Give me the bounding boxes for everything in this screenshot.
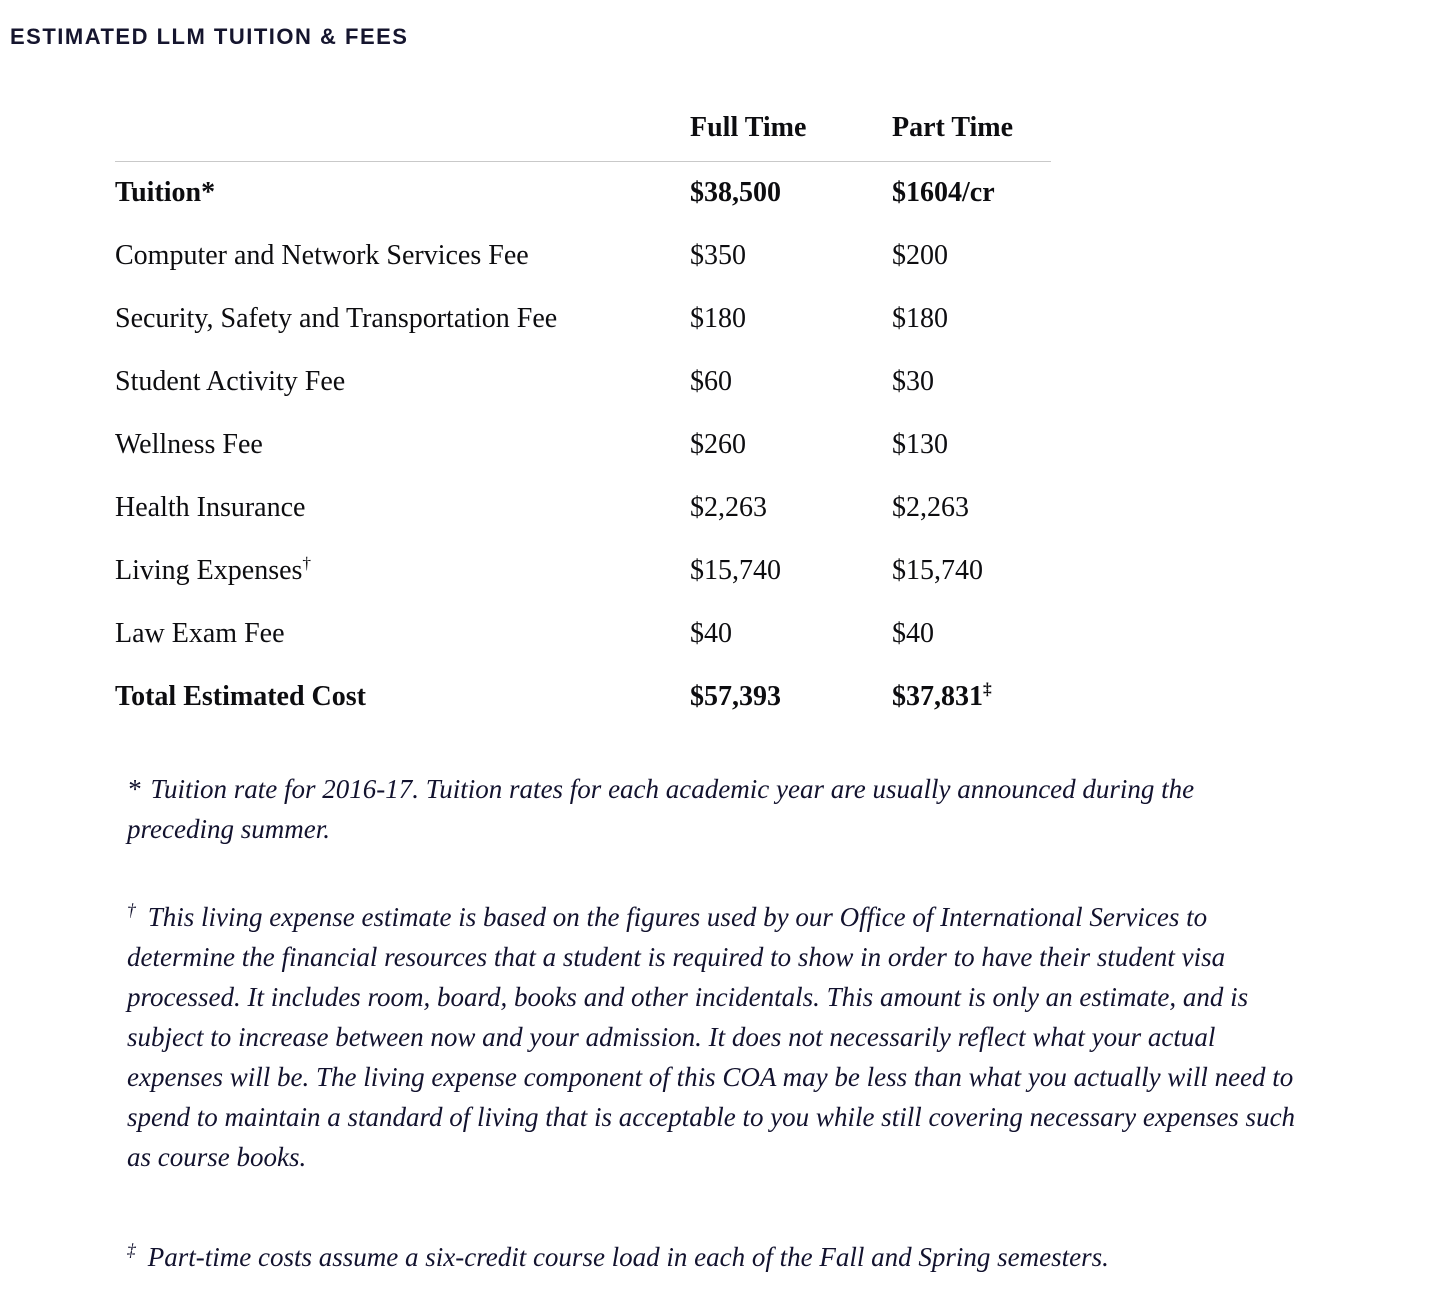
footnote-text: Part-time costs assume a six-credit course load in each of the Fall and Spring semesters.: [147, 1242, 1109, 1272]
fee-full-time-value: $2,263: [690, 492, 767, 523]
double-dagger-marker: ‡: [983, 679, 992, 699]
fee-label-text: Living Expenses: [115, 555, 303, 586]
table-row-security-safety: [115, 288, 1051, 351]
table-row-living-expenses: [115, 540, 1051, 603]
fee-label: [115, 414, 690, 477]
fee-label: [115, 351, 690, 414]
total-part-time-amount: $37,831: [892, 681, 983, 712]
footnotes-section: [127, 769, 1302, 1277]
fee-label: [115, 540, 690, 603]
header-full-time: Full Time: [690, 112, 892, 162]
table-row-health-insurance: [115, 477, 1051, 540]
footnote-text: Tuition rate for 2016-17. Tuition rates for each academic year are usually announced during the preceding summer.: [127, 774, 1195, 844]
table-row-computer-network: [115, 225, 1051, 288]
fee-part-time-value: $180: [892, 303, 948, 334]
fee-full-time-value: $350: [690, 240, 746, 271]
table-header-row: [115, 112, 1051, 162]
fee-label: [115, 477, 690, 540]
fee-label-text: Tuition: [115, 177, 202, 208]
fee-label-text: Student Activity Fee: [115, 366, 346, 397]
fee-part-time-value: $15,740: [892, 555, 983, 586]
fee-part-time-value: $130: [892, 429, 948, 460]
dagger-marker: †: [127, 900, 136, 920]
table-row-student-activity: [115, 351, 1051, 414]
footnote-text: This living expense estimate is based on the figures used by our Office of International Services to determine the financial resources that a student is required to show in order to have their student visa processed. It includes room, board, books and other incidentals. This amount is only an estimate, and is subject to increase between now and your admission. It does not necessarily reflect what your actual expenses will be. The living expense component of this COA may be less than what you actually will need to spend to maintain a standard of living that is acceptable to you while still covering necessary expenses such as course books.: [127, 902, 1296, 1172]
fee-full-time-value: $40: [690, 618, 732, 649]
double-dagger-marker: ‡: [127, 1240, 136, 1260]
header-empty: [115, 112, 690, 162]
fee-full-time-value: $180: [690, 303, 746, 334]
asterisk-marker: *: [127, 774, 141, 804]
fee-part-time-value: $30: [892, 366, 934, 397]
fee-label: [115, 162, 690, 226]
fee-label-text: Law Exam Fee: [115, 618, 285, 649]
fee-label: [115, 603, 690, 666]
fee-full-time-value: $260: [690, 429, 746, 460]
fee-part-time-value: $1604/cr: [892, 177, 995, 208]
footnote-part-time: [127, 1237, 1302, 1277]
fee-full-time-value: $15,740: [690, 555, 781, 586]
fee-part-time-value: $40: [892, 618, 934, 649]
fee-full-time-value: $60: [690, 366, 732, 397]
fee-label-text: Wellness Fee: [115, 429, 263, 460]
fee-label-text: Health Insurance: [115, 492, 306, 523]
header-part-time: Part Time: [892, 112, 1051, 162]
footnote-living-expenses: [127, 897, 1302, 1177]
total-part-time-value: [892, 666, 1051, 729]
page-title: ESTIMATED LLM TUITION & FEES: [10, 24, 409, 49]
footnote-tuition-rate: [127, 769, 1302, 849]
fee-label: [115, 288, 690, 351]
table-row-wellness: [115, 414, 1051, 477]
table-row-total: [115, 666, 1051, 729]
fee-label-text: Computer and Network Services Fee: [115, 240, 529, 271]
tuition-fees-table: [115, 112, 1051, 729]
fee-label-text: Security, Safety and Transportation Fee: [115, 303, 558, 334]
tuition-fees-table-wrap: [115, 112, 1051, 729]
table-row-tuition: [115, 162, 1051, 226]
asterisk-marker: *: [201, 177, 216, 208]
fee-part-time-value: $2,263: [892, 492, 969, 523]
total-full-time-value: $57,393: [690, 681, 781, 712]
fee-part-time-value: $200: [892, 240, 948, 271]
fee-full-time-value: $38,500: [690, 177, 781, 208]
dagger-marker: †: [302, 553, 312, 573]
fee-label-text: Total Estimated Cost: [115, 681, 366, 712]
table-row-law-exam: [115, 603, 1051, 666]
total-label: [115, 666, 690, 729]
fee-label: [115, 225, 690, 288]
